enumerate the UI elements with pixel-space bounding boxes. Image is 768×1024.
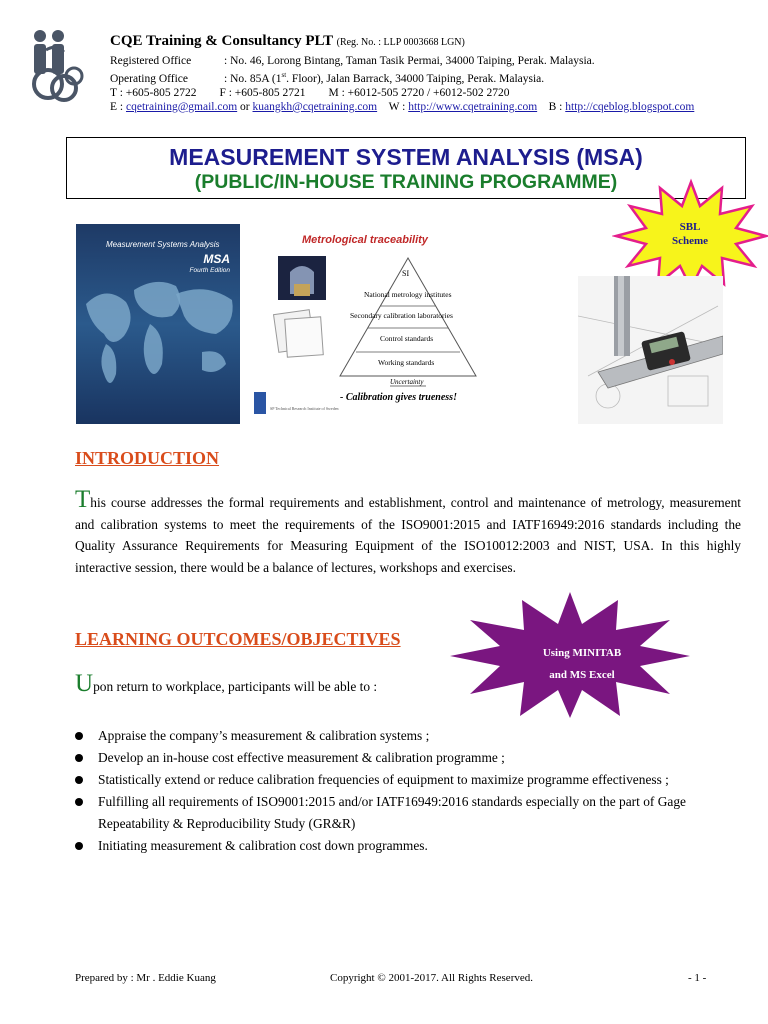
introduction-drop-cap: T (75, 486, 91, 513)
bullet-icon (75, 754, 83, 762)
caliper-drawing (578, 276, 723, 424)
contact-row: E : cqetraining@gmail.com or kuangkh@cqetraining.com W : http://www.cqetraining.com B : http://cqeblog.blogspot.com (110, 100, 695, 113)
trace-si: SI (402, 269, 410, 278)
metrological-traceability-image (240, 224, 510, 424)
fax: F : +605-805 2721 (219, 86, 306, 99)
outcomes-list (75, 725, 715, 857)
mobile: M : +6012-505 2720 / +6012-502 2720 (328, 86, 510, 99)
email-link-2[interactable]: kuangkh@cqetraining.com (252, 100, 378, 113)
telephone: T : +605-805 2722 (110, 86, 197, 99)
operating-office: Operating Office : No. 85A (1st. Floor), Jalan Barrack, 34000 Taiping, Perak. Malaysia. (110, 71, 545, 85)
trace-level-3: Control standards (380, 334, 434, 343)
bullet-icon (75, 776, 83, 784)
learning-outcomes-heading: LEARNING OUTCOMES/OBJECTIVES (75, 629, 401, 649)
msa-manual-cover-image (76, 224, 240, 424)
cqe-logo (18, 22, 92, 108)
bullet-icon (75, 798, 83, 806)
book-edition: Fourth Edition (189, 267, 230, 274)
list-item: Initiating measurement & calibration cost down programmes. (75, 835, 715, 857)
trace-level-2: Secondary calibration laboratories (350, 311, 453, 320)
company-name-row (110, 34, 750, 50)
list-item: Statistically extend or reduce calibration frequencies of equipment to maximize programme effectiveness ; (75, 769, 715, 791)
footer-prepared-by: Prepared by : Mr . Eddie Kuang (75, 972, 216, 984)
trace-slogan: - Calibration gives trueness! (340, 392, 457, 403)
outcomes-intro: Upon return to workplace, participants will be able to : (75, 670, 378, 697)
registered-office: Registered Office : No. 46, Lorong Bintang, Taman Tasik Permai, 34000 Taiping, Perak. Malaysia. (110, 55, 595, 67)
company-name: CQE Training & Consultancy PLT (Reg. No. : LLP 0003668 LGN) (110, 33, 465, 49)
company-header (110, 34, 750, 114)
trace-level-1: National metrology institutes (364, 290, 452, 299)
bullet-icon (75, 842, 83, 850)
email-link-1[interactable]: cqetraining@gmail.com (125, 100, 238, 113)
trace-sp-label: SP Technical Research Institute of Sweden (270, 406, 339, 411)
course-subtitle: (PUBLIC/IN-HOUSE TRAINING PROGRAMME) (194, 171, 618, 193)
vernier-caliper-image (578, 276, 723, 424)
list-item: Develop an in-house cost effective measurement & calibration programme ; (75, 747, 715, 769)
blog-link[interactable]: http://cqeblog.blogspot.com (565, 100, 695, 113)
trace-uncertainty: Uncertainty (390, 378, 424, 386)
traceability-title: Metrological traceability (302, 234, 428, 246)
introduction-paragraph: This course addresses the formal requirements and establishment, control and maintenance of metrology, measurement and calibration systems to meet the requirements of the ISO9001:2015 and IATF16949:2016 standards including the Quality Assurance Requirements for Measuring Equipment of the ISO10012:2003 and NIST, USA. In this highly interactive session, there would be a balance of lectures, workshops and exercises. (75, 486, 741, 575)
minitab-excel-label: Using MINITAB and MS Excel (542, 647, 622, 681)
footer-copyright: Copyright © 2001-2017. All Rights Reserved. (330, 972, 533, 984)
trace-level-4: Working standards (378, 358, 435, 367)
phone-row (110, 86, 750, 100)
list-item: Fulfilling all requirements of ISO9001:2015 and/or IATF16949:2016 standards especially on the part of Gage Repeatability & Reproducibility Study (GR&R) (75, 791, 715, 835)
course-title: MEASUREMENT SYSTEM ANALYSIS (MSA) (169, 144, 643, 170)
footer-page-number: - 1 - (688, 972, 707, 984)
website-link[interactable]: http://www.cqetraining.com (408, 100, 538, 113)
sbl-scheme-label: SBL Scheme (671, 221, 709, 247)
book-msa: MSA (203, 252, 230, 266)
bullet-icon (75, 732, 83, 740)
list-item: Appraise the company’s measurement & calibration systems ; (75, 725, 715, 747)
book-title: Measurement Systems Analysis (106, 240, 220, 249)
introduction-heading: INTRODUCTION (75, 448, 220, 468)
outcomes-drop-cap: U (75, 670, 94, 697)
